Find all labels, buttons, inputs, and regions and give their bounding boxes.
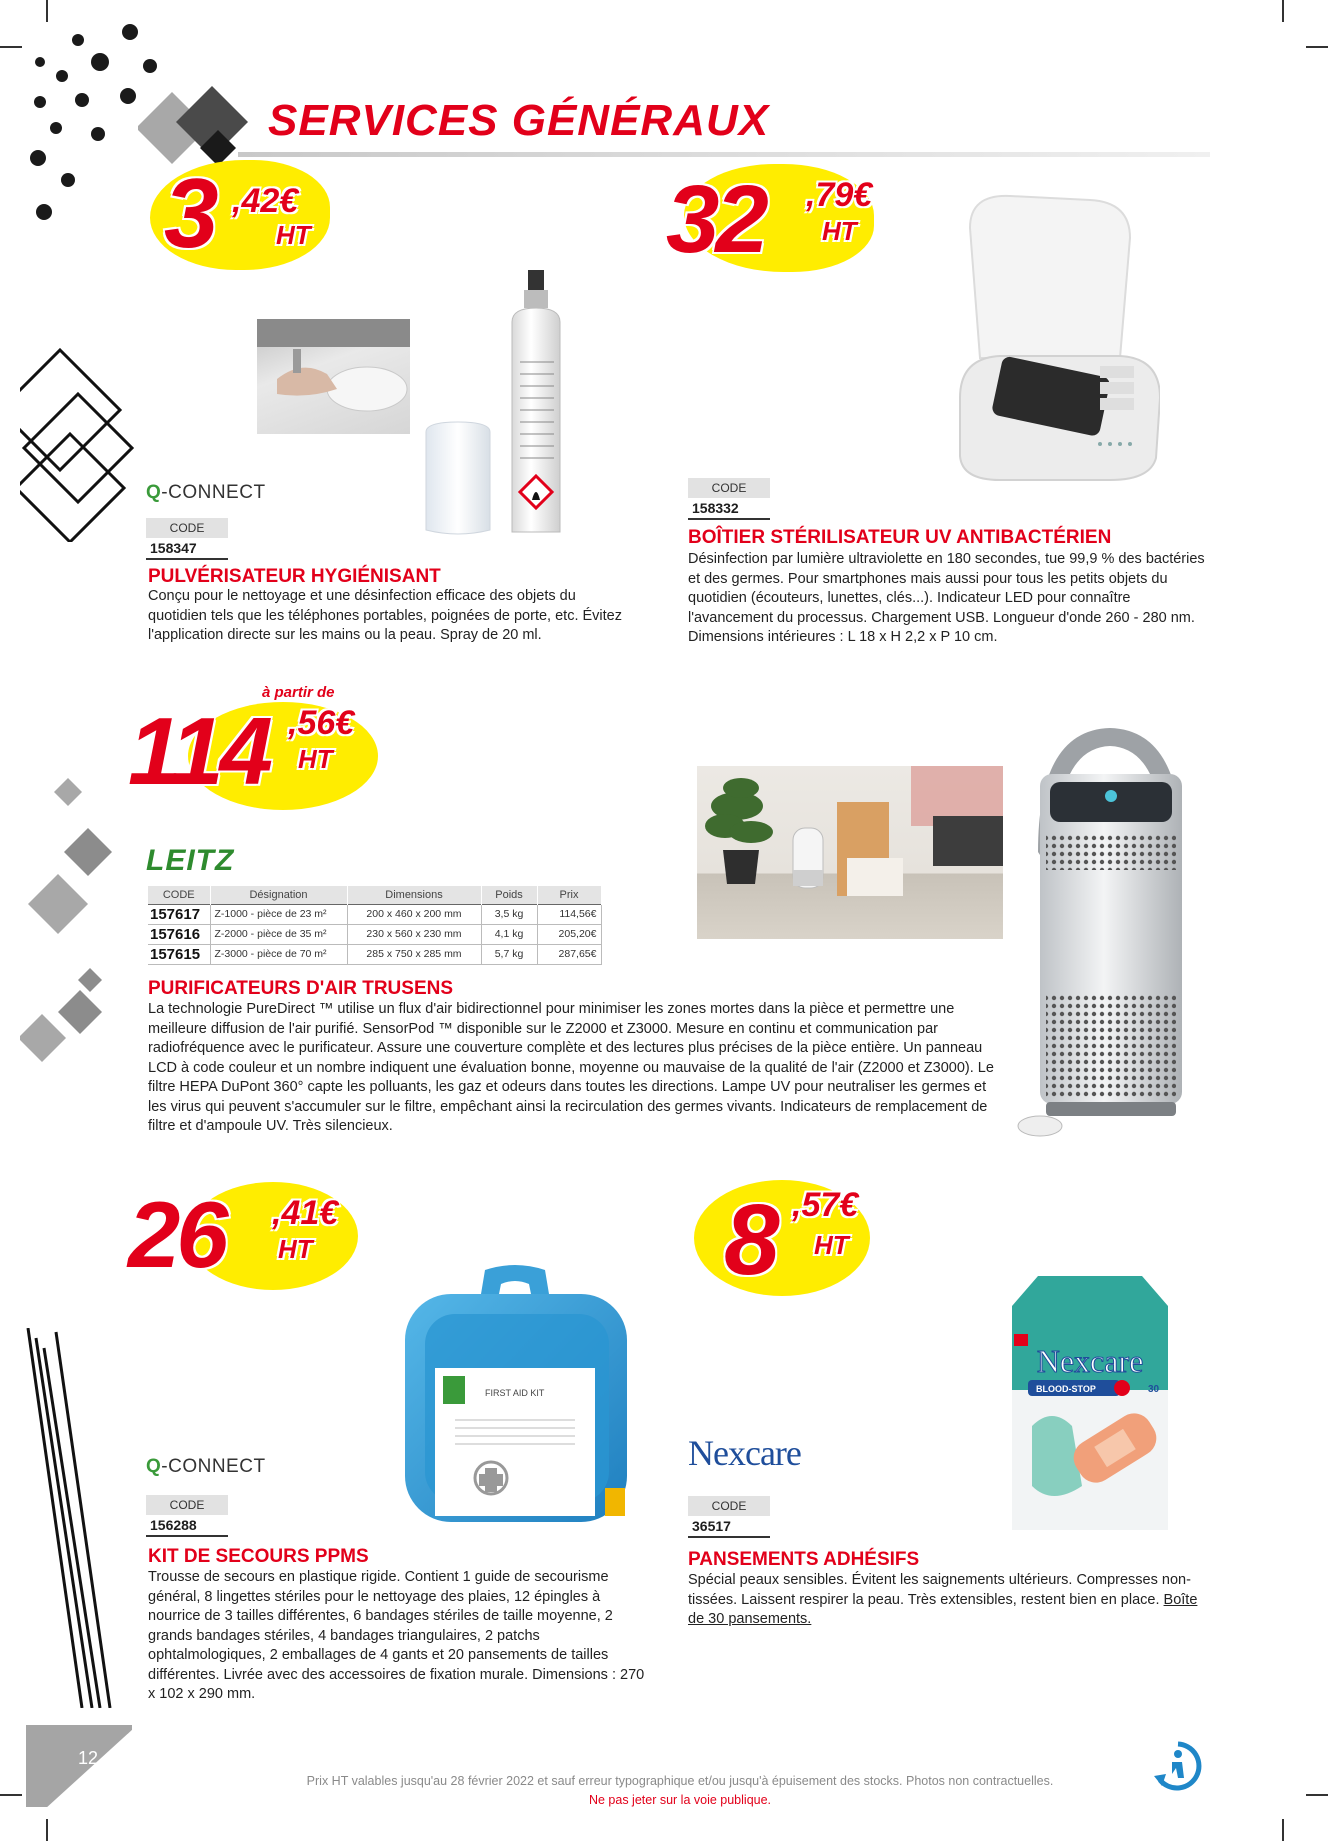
product-title-purifier: PURIFICATEURS D'AIR TRUSENS [148, 978, 454, 999]
purifier-spec-table [148, 886, 602, 965]
code-label: CODE [688, 478, 770, 498]
code-label: CODE [688, 1496, 770, 1516]
outline-diamonds-decoration [20, 342, 135, 542]
crop-mark [0, 1794, 22, 1796]
cell-weight: 3,5 kg [481, 904, 537, 924]
spray-usage-photo [257, 319, 410, 434]
crop-mark [1306, 46, 1328, 48]
product-description-bandages [688, 1571, 1208, 1630]
code-box-spray [146, 518, 228, 560]
product-description-spray: Conçu pour le nettoyage et une désinfection efficace des objets du quotidien tels que les téléphones portables, poignées de porte, etc. Évitez l'application directe sur les mains ou la peau. Spray de 20 ml. [148, 588, 622, 643]
product-description-purifier: La technologie PureDirect ™ utilise un flux d'air bidirectionnel pour minimiser les zones mortes dans la pièce et permettre une meilleure diffusion de l'air purifié. SensorPod ™ disponible sur le Z2000 et Z3000. Mesure en continu et communication par radiofréquence avec le purificateur. Assure une couverture complète et des lectures plus précises de la pièce entière. Un panneau LCD à code couleur et un nombre indiquent une évaluation bonne, moyenne ou mauvaise de la qualité de l'air (Z2000 et Z3000). Le filtre HEPA DuPont 360° capte les polluants, les gaz et odeurs dans toutes les directions. Lampe UV pour neutraliser les germes et les virus qui peuvent s'accumuler sur le filtre, empêchant ainsi la recirculation des germes vivants. Indicateurs de remplacement de filtre et d'ampoule UV. Très silencieux. [148, 1001, 994, 1134]
pack-count-text: 30 [1148, 1384, 1160, 1395]
air-purifier-image [1010, 722, 1190, 1152]
product-code: 156288 [146, 1515, 228, 1537]
code-label: CODE [146, 518, 228, 538]
product-code: 158347 [146, 538, 228, 560]
pack-brand-text: Nexcare [1036, 1343, 1144, 1379]
pack-badge-text: BLOOD-STOP [1036, 1384, 1096, 1394]
cell-weight: 4,1 kg [481, 924, 537, 944]
column-header: Prix [537, 886, 601, 904]
price-from: à partir de [262, 684, 335, 701]
price-cents: ,57€ [792, 1186, 859, 1224]
price-badge-spray [150, 160, 360, 270]
table-row [148, 904, 601, 924]
product-code: 36517 [688, 1516, 770, 1538]
spray-can-image [420, 262, 580, 542]
lines-decoration [22, 1328, 122, 1708]
crop-mark [46, 1819, 48, 1841]
section-title: SERVICES GÉNÉRAUX [268, 96, 770, 145]
price-cents: ,56€ [288, 704, 355, 742]
recycle-info-icon [1150, 1738, 1206, 1794]
cell-designation: Z-3000 - pièce de 70 m² [210, 944, 347, 964]
price-integer: 32 [666, 166, 765, 273]
price-integer: 8 [724, 1184, 776, 1296]
crop-mark [1282, 0, 1284, 22]
title-underline [238, 152, 1210, 157]
price-badge-purifier [128, 684, 408, 814]
uv-box-image [940, 188, 1160, 488]
product-title-bandages: PANSEMENTS ADHÉSIFS [688, 1549, 920, 1570]
cell-dimensions: 200 x 460 x 200 mm [347, 904, 481, 924]
brand-nexcare-logo: Nexcare [688, 1433, 801, 1473]
q-mark-icon: Q [146, 1456, 162, 1477]
crop-mark [1282, 1819, 1284, 1841]
product-description-uvbox: Désinfection par lumière ultraviolette en 180 secondes, tue 99,9 % des bactéries et des germes. Pour smartphones mais aussi pour tous les petits objets du quotidien (écouteurs, lunettes, clés...). Indicateur LED pour connaître l'avancement du processus. Chargement USB. Longueur d'onde 260 - 280 nm. Dimensions intérieures : L 18 x H 2,2 x P 10 cm. [688, 551, 1205, 645]
code-box-bandages [688, 1496, 770, 1538]
column-header: Désignation [210, 886, 347, 904]
grey-diamonds-decoration [20, 778, 120, 1078]
price-ht: HT [822, 216, 857, 246]
brand-leitz-logo: LEITZ [146, 844, 235, 877]
price-ht: HT [298, 744, 333, 774]
product-code: 158332 [688, 498, 770, 520]
price-ht: HT [814, 1230, 849, 1260]
cell-price: 287,65€ [537, 944, 601, 964]
price-badge-bandages [690, 1180, 890, 1300]
cell-code: 157616 [148, 924, 210, 944]
kit-box-label: FIRST AID KIT [485, 1388, 545, 1398]
price-cents: ,79€ [806, 176, 873, 214]
price-ht: HT [278, 1234, 313, 1264]
code-box-firstaid [146, 1495, 228, 1537]
cell-code: 157617 [148, 904, 210, 924]
product-description-firstaid: Trousse de secours en plastique rigide. Contient 1 guide de secourisme général, 8 lingettes stériles pour le nettoyage des plaies, 12 épingles à nourrice de 3 tailles différentes, 6 bandages stériles de taille moyenne, 2 grands bandages stériles, 4 bandages triangulaires, 2 patchs ophtalmologiques, 2 emballages de 4 gants et 20 pansements de tailles différentes. Livrée avec des accessoires de fixation murale. Dimensions : 270 x 102 x 290 mm. [148, 1569, 645, 1702]
table-header-row [148, 886, 601, 904]
column-header: Poids [481, 886, 537, 904]
product-title-spray: PULVÉRISATEUR HYGIÉNISANT [148, 566, 441, 587]
bandage-box-image [1012, 1276, 1168, 1532]
price-integer: 26 [128, 1182, 225, 1287]
code-label: CODE [146, 1495, 228, 1515]
cell-dimensions: 230 x 560 x 230 mm [347, 924, 481, 944]
column-header: Dimensions [347, 886, 481, 904]
crop-mark [0, 46, 22, 48]
cell-designation: Z-1000 - pièce de 23 m² [210, 904, 347, 924]
brand-q-connect-logo: Q-CONNECT [146, 482, 266, 503]
legal-notice-red: Ne pas jeter sur la voie publique. [588, 1793, 772, 1807]
cell-dimensions: 285 x 750 x 285 mm [347, 944, 481, 964]
cell-price: 114,56€ [537, 904, 601, 924]
price-cents: ,41€ [272, 1194, 339, 1232]
cell-designation: Z-2000 - pièce de 35 m² [210, 924, 347, 944]
product-title-firstaid: KIT DE SECOURS PPMS [148, 1546, 369, 1567]
price-ht: HT [276, 220, 311, 250]
table-row [148, 944, 601, 964]
purifier-room-photo [697, 766, 1003, 939]
q-mark-icon: Q [146, 482, 162, 503]
crop-mark [1306, 1794, 1328, 1796]
table-row [148, 924, 601, 944]
column-header: CODE [148, 886, 210, 904]
cell-weight: 5,7 kg [481, 944, 537, 964]
price-integer: 114 [128, 698, 270, 805]
product-title-uvbox: BOÎTIER STÉRILISATEUR UV ANTIBACTÉRIEN [688, 527, 1112, 548]
brand-q-connect-logo: Q-CONNECT [146, 1456, 266, 1477]
price-integer: 3 [164, 158, 215, 268]
page-number: 12 [78, 1748, 99, 1768]
price-badge-uvbox [666, 164, 906, 274]
code-box-uvbox [688, 478, 770, 520]
description-text: Spécial peaux sensibles. Évitent les saignements ultérieurs. Compresses non-tissées. Laissent respirer la peau. Très extensibles, restent bien en place. [688, 1572, 1191, 1608]
price-cents: ,42€ [232, 182, 299, 220]
cell-price: 205,20€ [537, 924, 601, 944]
first-aid-kit-image [395, 1264, 635, 1524]
legal-notice: Prix HT valables jusqu'au 28 février 2022 et sauf erreur typographique et/ou jusqu'à épuisement des stocks. Photos non contractuelles. [306, 1774, 1054, 1788]
price-badge-firstaid [128, 1182, 368, 1294]
cell-code: 157615 [148, 944, 210, 964]
description-underlined: Boîte de 30 pansements. [688, 1591, 1198, 1627]
